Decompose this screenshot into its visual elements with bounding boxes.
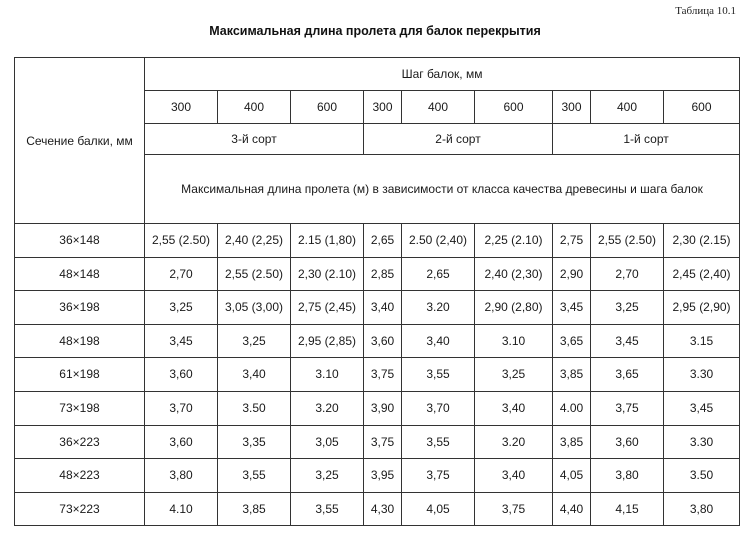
- span-value-cell: 2,45 (2,40): [664, 257, 740, 291]
- section-cell: 73×198: [15, 391, 145, 425]
- span-value-cell: 2,75 (2,45): [291, 291, 364, 325]
- section-cell: 36×148: [15, 224, 145, 258]
- span-value-cell: 3,80: [145, 459, 218, 493]
- span-value-cell: 3,75: [591, 391, 664, 425]
- span-value-cell: 3,60: [145, 425, 218, 459]
- span-value-cell: 3,60: [364, 324, 402, 358]
- section-cell: 36×223: [15, 425, 145, 459]
- span-value-cell: 3,05 (3,00): [218, 291, 291, 325]
- table-note: Максимальная длина пролета (м) в зависимости от класса качества древесины и шага балок: [145, 155, 740, 224]
- spacing-value: 300: [364, 91, 402, 124]
- span-value-cell: 3,45: [664, 391, 740, 425]
- span-value-cell: 3,60: [145, 358, 218, 392]
- spacing-value: 400: [591, 91, 664, 124]
- span-value-cell: 3,70: [145, 391, 218, 425]
- spacing-value: 400: [218, 91, 291, 124]
- span-value-cell: 2,30 (2.15): [664, 224, 740, 258]
- section-cell: 61×198: [15, 358, 145, 392]
- span-value-cell: 3,25: [291, 459, 364, 493]
- span-value-cell: 3,55: [402, 358, 475, 392]
- span-value-cell: 3,65: [591, 358, 664, 392]
- span-value-cell: 3.20: [291, 391, 364, 425]
- span-table: [14, 57, 740, 526]
- spacing-value: 300: [145, 91, 218, 124]
- span-value-cell: 4,40: [553, 492, 591, 526]
- span-value-cell: 2,90: [553, 257, 591, 291]
- span-value-cell: 3,40: [364, 291, 402, 325]
- span-value-cell: 3.50: [664, 459, 740, 493]
- span-value-cell: 2,85: [364, 257, 402, 291]
- span-value-cell: 3,55: [402, 425, 475, 459]
- span-value-cell: 3,85: [553, 425, 591, 459]
- table-row: [15, 291, 740, 325]
- span-value-cell: 2,70: [591, 257, 664, 291]
- span-value-cell: 4.00: [553, 391, 591, 425]
- span-value-cell: 3,75: [475, 492, 553, 526]
- table-row: [15, 324, 740, 358]
- table-row: [15, 425, 740, 459]
- span-value-cell: 3,25: [591, 291, 664, 325]
- table-row: [15, 391, 740, 425]
- section-cell: 48×148: [15, 257, 145, 291]
- span-value-cell: 3,90: [364, 391, 402, 425]
- span-value-cell: 2,55 (2.50): [591, 224, 664, 258]
- table-row: [15, 224, 740, 258]
- span-value-cell: 3,25: [218, 324, 291, 358]
- span-value-cell: 4,30: [364, 492, 402, 526]
- span-value-cell: 3,75: [364, 358, 402, 392]
- span-value-cell: 3.30: [664, 425, 740, 459]
- span-value-cell: 3,05: [291, 425, 364, 459]
- span-value-cell: 3,85: [218, 492, 291, 526]
- span-value-cell: 3.10: [291, 358, 364, 392]
- table-row: [15, 257, 740, 291]
- span-value-cell: 2.15 (1,80): [291, 224, 364, 258]
- span-value-cell: 3,55: [218, 459, 291, 493]
- spacing-value: 600: [291, 91, 364, 124]
- span-value-cell: 4,05: [553, 459, 591, 493]
- header-row-spacing: [15, 58, 740, 91]
- table-title: Максимальная длина пролета для балок перекрытия: [209, 24, 541, 38]
- span-value-cell: 3,40: [402, 324, 475, 358]
- span-value-cell: 3,40: [218, 358, 291, 392]
- section-cell: 48×223: [15, 459, 145, 493]
- span-value-cell: 2,95 (2,90): [664, 291, 740, 325]
- table-row: [15, 459, 740, 493]
- span-value-cell: 3,45: [145, 324, 218, 358]
- span-value-cell: 3.20: [475, 425, 553, 459]
- span-value-cell: 2,65: [364, 224, 402, 258]
- span-value-cell: 3,95: [364, 459, 402, 493]
- table-row: [15, 492, 740, 526]
- span-value-cell: 3,25: [475, 358, 553, 392]
- span-value-cell: 3,65: [553, 324, 591, 358]
- span-value-cell: 3,25: [145, 291, 218, 325]
- span-value-cell: 3,80: [591, 459, 664, 493]
- span-value-cell: 3,80: [664, 492, 740, 526]
- grade-1-header: 1-й сорт: [553, 124, 740, 155]
- span-value-cell: 3,40: [475, 459, 553, 493]
- span-value-cell: 3,40: [475, 391, 553, 425]
- span-value-cell: 3,75: [364, 425, 402, 459]
- table-row: [15, 358, 740, 392]
- section-cell: 73×223: [15, 492, 145, 526]
- span-value-cell: 3.50: [218, 391, 291, 425]
- span-value-cell: 3,45: [591, 324, 664, 358]
- span-value-cell: 2,65: [402, 257, 475, 291]
- spacing-value: 600: [664, 91, 740, 124]
- span-value-cell: 3,60: [591, 425, 664, 459]
- spacing-value: 400: [402, 91, 475, 124]
- table-number: Таблица 10.1: [675, 5, 736, 17]
- span-value-cell: 2,55 (2.50): [145, 224, 218, 258]
- span-value-cell: 3,70: [402, 391, 475, 425]
- section-header: Сечение балки, мм: [15, 58, 145, 224]
- span-value-cell: 3.10: [475, 324, 553, 358]
- span-value-cell: 4,15: [591, 492, 664, 526]
- span-value-cell: 2,30 (2.10): [291, 257, 364, 291]
- span-value-cell: 3,85: [553, 358, 591, 392]
- span-value-cell: 2,25 (2.10): [475, 224, 553, 258]
- span-value-cell: 4.10: [145, 492, 218, 526]
- section-cell: 36×198: [15, 291, 145, 325]
- span-value-cell: 2,40 (2,25): [218, 224, 291, 258]
- span-value-cell: 2,90 (2,80): [475, 291, 553, 325]
- span-value-cell: 3,35: [218, 425, 291, 459]
- span-value-cell: 3,75: [402, 459, 475, 493]
- span-value-cell: 2,40 (2,30): [475, 257, 553, 291]
- span-value-cell: 2,95 (2,85): [291, 324, 364, 358]
- grade-2-header: 2-й сорт: [364, 124, 553, 155]
- span-value-cell: 2,75: [553, 224, 591, 258]
- span-value-cell: 2,55 (2.50): [218, 257, 291, 291]
- span-value-cell: 3.30: [664, 358, 740, 392]
- spacing-header: Шаг балок, мм: [145, 58, 740, 91]
- span-value-cell: 3,55: [291, 492, 364, 526]
- span-value-cell: 3,45: [553, 291, 591, 325]
- span-value-cell: 4,05: [402, 492, 475, 526]
- span-value-cell: 2,70: [145, 257, 218, 291]
- section-cell: 48×198: [15, 324, 145, 358]
- span-value-cell: 3.20: [402, 291, 475, 325]
- span-value-cell: 3.15: [664, 324, 740, 358]
- spacing-value: 600: [475, 91, 553, 124]
- spacing-value: 300: [553, 91, 591, 124]
- span-value-cell: 2.50 (2,40): [402, 224, 475, 258]
- grade-3-header: 3-й сорт: [145, 124, 364, 155]
